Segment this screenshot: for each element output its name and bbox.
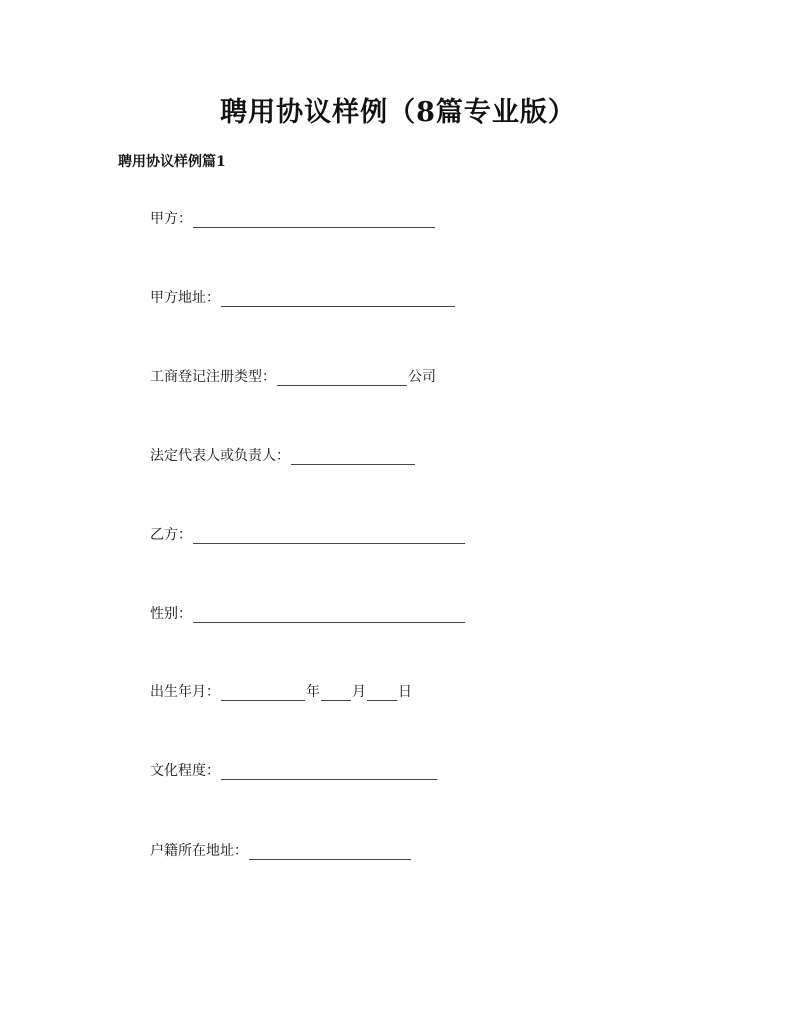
birth-month-blank[interactable] xyxy=(321,685,351,701)
birth-year-blank[interactable] xyxy=(221,685,305,701)
day-label: 日 xyxy=(398,684,412,700)
education-blank[interactable] xyxy=(221,764,437,780)
field-label: 乙方： xyxy=(150,527,192,543)
birth-day-blank[interactable] xyxy=(367,685,397,701)
party-a-blank[interactable] xyxy=(193,212,435,228)
party-a-address-blank[interactable] xyxy=(221,291,455,307)
field-label: 甲方： xyxy=(150,211,192,227)
field-label: 文化程度： xyxy=(150,763,220,779)
business-type-suffix: 公司 xyxy=(408,369,436,385)
field-label: 出生年月： xyxy=(150,684,220,700)
field-birth-date xyxy=(150,681,412,701)
field-education xyxy=(150,760,438,780)
household-address-blank[interactable] xyxy=(249,844,411,860)
month-label: 月 xyxy=(352,684,366,700)
business-type-blank[interactable] xyxy=(277,370,407,386)
section-heading: 聘用协议样例篇1 xyxy=(118,154,226,170)
field-label: 户籍所在地址： xyxy=(150,843,248,859)
gender-blank[interactable] xyxy=(193,607,465,623)
field-business-type xyxy=(150,366,436,386)
field-party-b xyxy=(150,524,466,544)
field-party-a-address xyxy=(150,287,456,307)
field-label: 法定代表人或负责人： xyxy=(150,448,290,464)
document-title: 聘用协议样例（8篇专业版） xyxy=(220,97,576,128)
legal-representative-blank[interactable] xyxy=(291,449,415,465)
party-b-blank[interactable] xyxy=(193,528,465,544)
field-party-a xyxy=(150,208,436,228)
field-label: 性别： xyxy=(150,606,192,622)
field-gender xyxy=(150,603,466,623)
field-label: 工商登记注册类型： xyxy=(150,369,276,385)
field-household-address xyxy=(150,840,412,860)
field-legal-representative xyxy=(150,445,416,465)
field-label: 甲方地址： xyxy=(150,290,220,306)
year-label: 年 xyxy=(306,684,320,700)
